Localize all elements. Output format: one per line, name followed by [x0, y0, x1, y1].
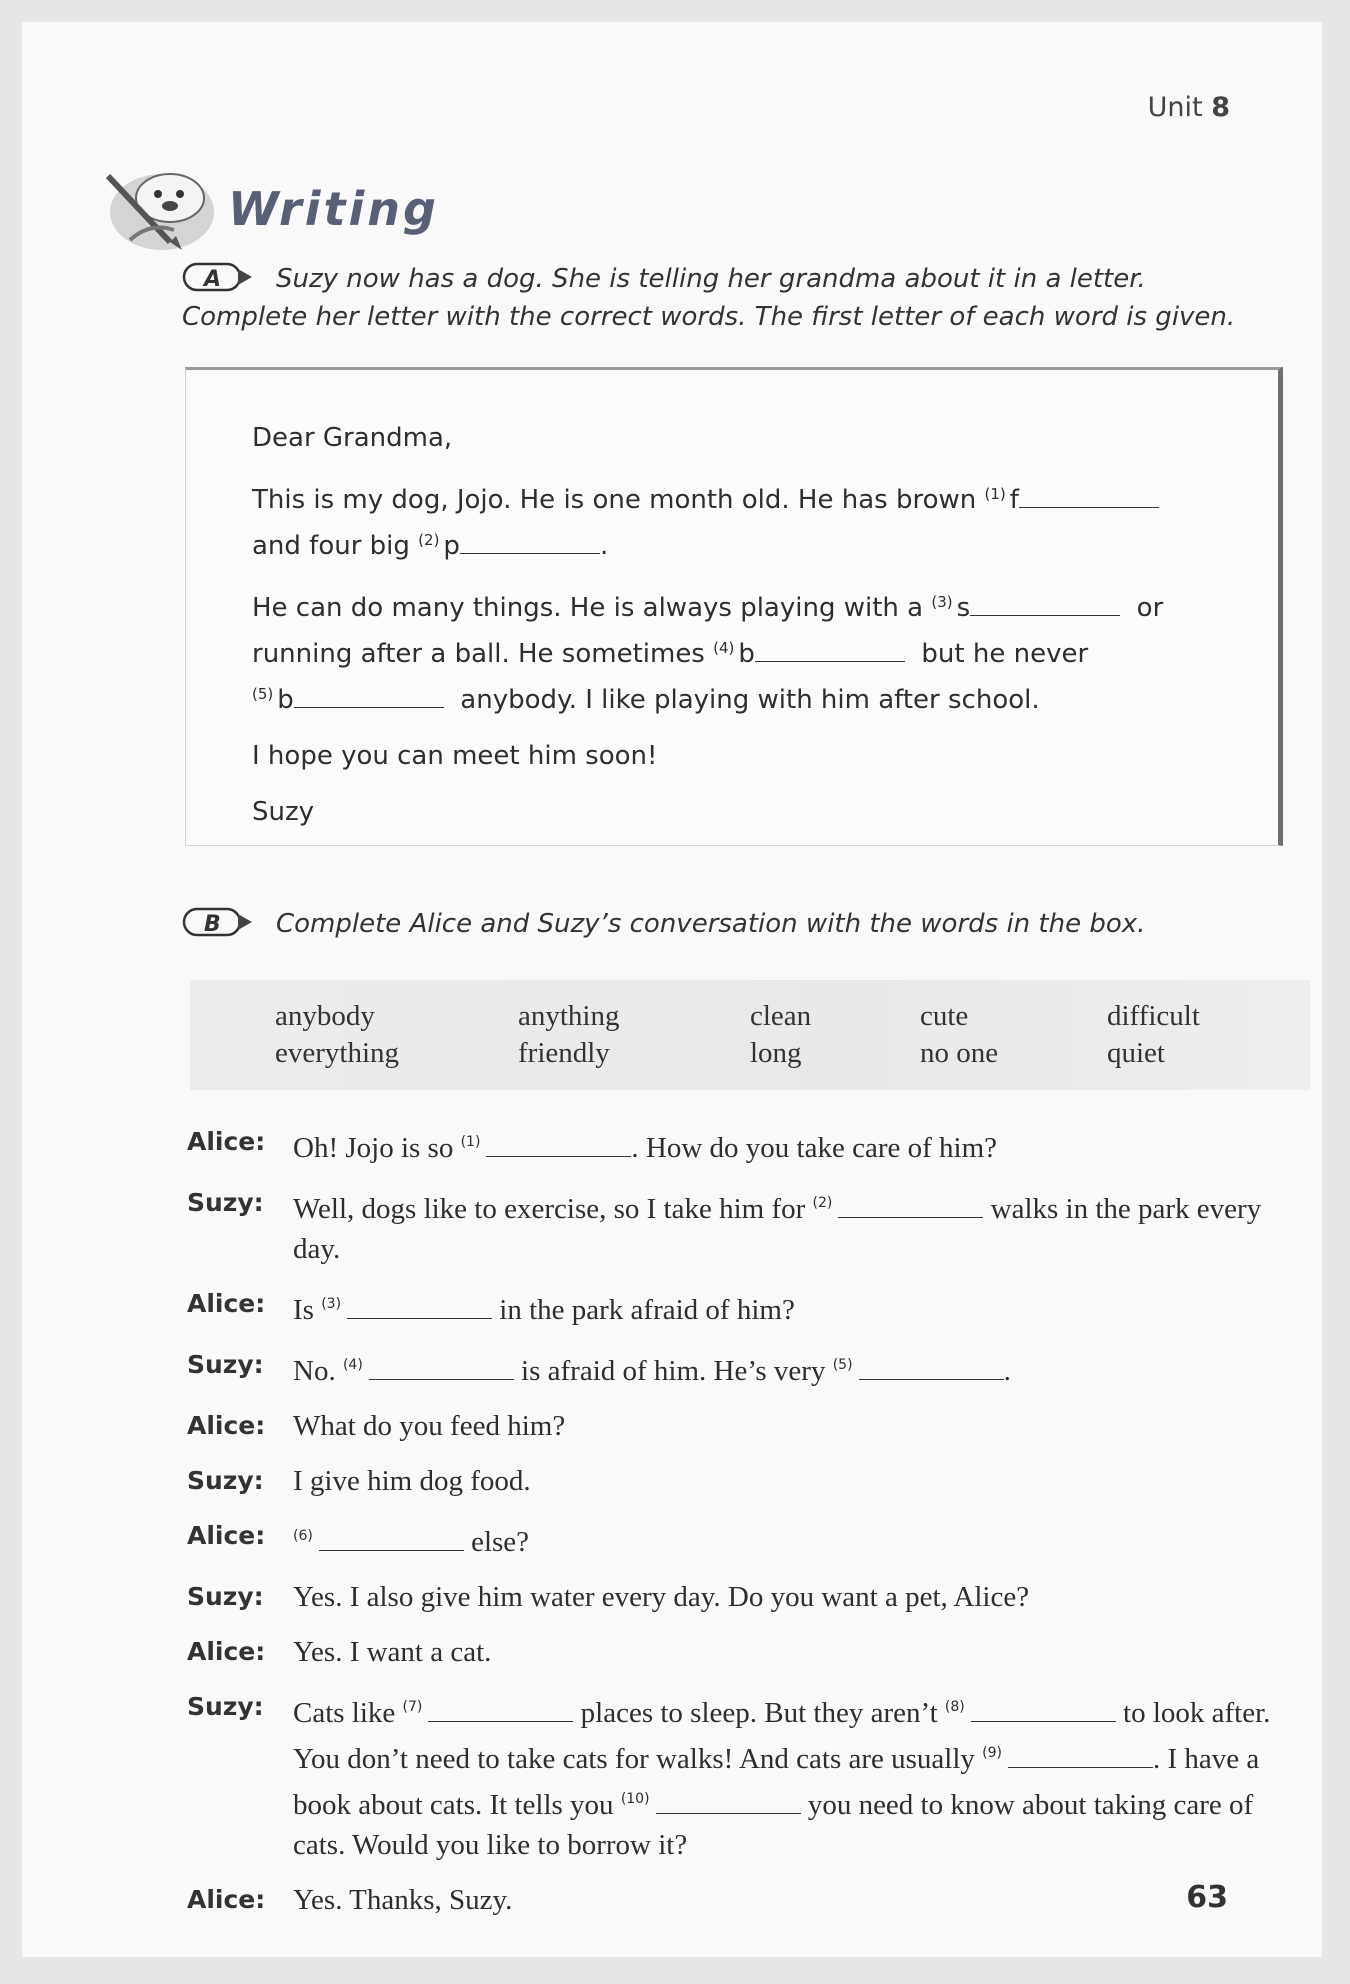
conversation-turn: Suzy: Yes. I also give him water every day. Do you want a pet, Alice? — [187, 1581, 1030, 1613]
conversation-turn: Alice: Oh! Jojo is so $^{(1)}$ . How do you take care of him? — [187, 1127, 998, 1164]
blank-b7[interactable] — [428, 1697, 573, 1722]
blank-b1[interactable] — [486, 1132, 631, 1157]
letter-paragraph-2: He can do many things. He is always playing with a $^{(3)}$ s or running after a ball. He sometimes $^{(4)}$ b but he never $^{(5)}$ b anybody. I like playing with him after school. — [252, 593, 1164, 715]
page-number: 63 — [1186, 1880, 1228, 1915]
section-heading — [100, 150, 439, 260]
conversation-turn: Suzy: I give him dog food. — [187, 1465, 531, 1497]
word-item: anybody — [275, 1000, 375, 1032]
blank-b5[interactable] — [859, 1355, 1004, 1380]
word-item: difficult — [1107, 1000, 1200, 1032]
conversation — [187, 1122, 1297, 1935]
section-b-badge-icon — [182, 906, 264, 938]
conversation-turn: Alice: Yes. I want a cat. — [187, 1636, 492, 1668]
conversation-turn: Alice: What do you feed him? — [187, 1410, 566, 1442]
unit-label: Unit 8 — [1147, 92, 1230, 123]
blank-b3[interactable] — [347, 1294, 492, 1319]
blank-b9[interactable] — [1008, 1743, 1153, 1768]
section-a-badge-icon — [182, 261, 264, 293]
pencil-dog-icon — [100, 150, 230, 260]
word-item: friendly — [518, 1037, 610, 1069]
conversation-turn: Alice: Yes. Thanks, Suzy. — [187, 1884, 513, 1916]
word-item: everything — [275, 1037, 400, 1069]
blank-b6[interactable] — [319, 1526, 464, 1551]
blank-5[interactable] — [294, 685, 444, 708]
word-box — [190, 980, 1310, 1090]
blank-4[interactable] — [755, 639, 905, 662]
blank-b8[interactable] — [971, 1697, 1116, 1722]
letter-greeting: Dear Grandma, — [252, 423, 453, 453]
blank-1[interactable] — [1019, 485, 1159, 508]
section-a-instruction: A Suzy now has a dog. She is telling her grandma about it in a letter. Complete her letter with the correct words. The first letter of each word is given. — [182, 260, 1242, 336]
svg-text:A: A — [204, 266, 222, 292]
word-item: clean — [750, 1000, 812, 1032]
letter-signature: Suzy — [252, 797, 315, 827]
letter-paragraph-3: I hope you can meet him soon! — [252, 741, 658, 771]
blank-b4[interactable] — [369, 1355, 514, 1380]
conversation-turn: Alice: $^{(6)}$ else? — [187, 1521, 530, 1558]
conversation-turn: Suzy: Cats like $^{(7)}$ places to sleep. But they aren’t $^{(8)}$ to look after. You don’t need to take cats for walks! And cats are usually $^{(9)}$ . I have a book about cats. It tells you $^{(10)}$ you need to know about taking care of cats. Would you like to borrow it? — [187, 1692, 1271, 1861]
conversation-turn: Alice: Is $^{(3)}$ in the park afraid of him? — [187, 1289, 795, 1326]
letter-box — [185, 367, 1283, 846]
blank-3[interactable] — [970, 593, 1120, 616]
conversation-turn: Suzy: No. $^{(4)}$ is afraid of him. He’s very $^{(5)}$ . — [187, 1350, 1011, 1387]
word-item: cute — [920, 1000, 969, 1032]
section-title: Writing — [228, 182, 439, 236]
word-item: anything — [518, 1000, 620, 1032]
blank-b10[interactable] — [656, 1789, 801, 1814]
workbook-page — [22, 22, 1322, 1957]
word-item: long — [750, 1037, 802, 1069]
letter-paragraph-1: This is my dog, Jojo. He is one month old. He has brown $^{(1)}$ f and four big $^{(2)}$ p . — [252, 474, 1232, 566]
word-item: no one — [920, 1037, 999, 1069]
blank-b2[interactable] — [838, 1193, 983, 1218]
word-item: quiet — [1107, 1037, 1165, 1069]
section-b-instruction: B Complete Alice and Suzy’s conversation with the words in the box. — [182, 905, 1242, 943]
svg-text:B: B — [204, 911, 221, 937]
blank-2[interactable] — [460, 531, 600, 554]
conversation-turn: Suzy: Well, dogs like to exercise, so I take him for $^{(2)}$ walks in the park every day. — [187, 1188, 1262, 1265]
